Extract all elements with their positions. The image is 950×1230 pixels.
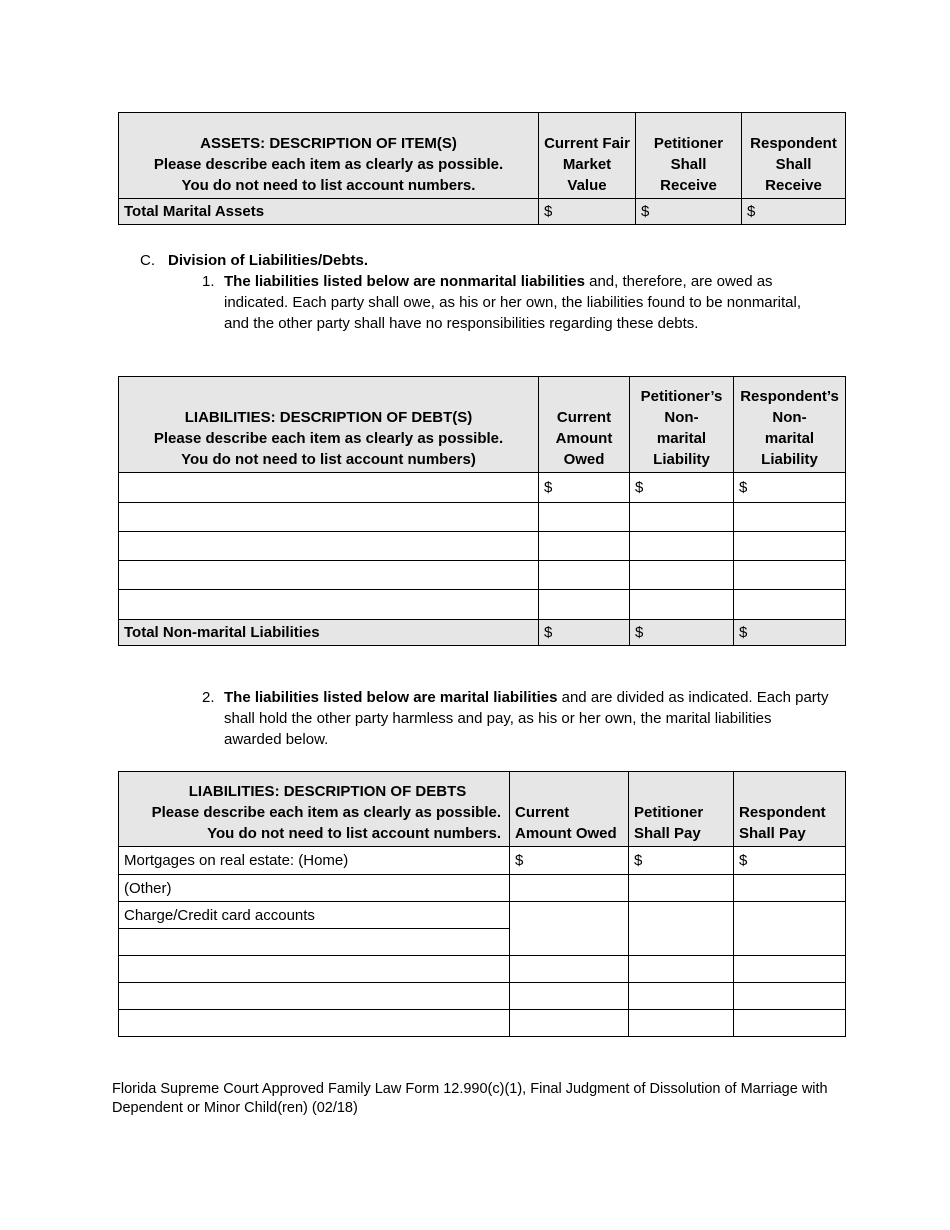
assets-description-header — [119, 113, 539, 199]
header-line: LIABILITIES: DESCRIPTION OF DEBT(S) — [184, 409, 473, 426]
respondent-cell[interactable] — [734, 902, 846, 956]
current-amount-owed-header — [510, 772, 629, 847]
nonmarital-liabilities-table — [118, 376, 846, 646]
table-row — [119, 847, 846, 875]
mortgage-other-label: (Other) — [119, 875, 510, 902]
respondent-shall-receive-header — [742, 113, 846, 199]
nonmarital-description-header — [119, 377, 539, 473]
header-line: Liability — [653, 451, 710, 468]
item-1-bold-text: The liabilities listed below are nonmarital liabilities — [224, 273, 585, 290]
debt-description-cell[interactable] — [119, 532, 539, 561]
total-amount-cell[interactable]: $ — [539, 620, 630, 646]
debt-description-cell[interactable] — [119, 1010, 510, 1037]
header-line: ASSETS: DESCRIPTION OF ITEM(S) — [200, 135, 457, 152]
header-line: Non- — [664, 409, 699, 426]
amount-cell[interactable]: $ — [539, 473, 630, 503]
item-2-text: and are divided as indicated. Each party — [557, 689, 829, 706]
table-row — [119, 1010, 846, 1037]
petitioner-cell[interactable] — [629, 902, 734, 956]
total-respondent-cell[interactable]: $ — [734, 620, 846, 646]
header-line: You do not need to list account numbers. — [181, 177, 476, 194]
debt-description-cell[interactable] — [119, 473, 539, 503]
form-footer — [112, 1080, 842, 1118]
marital-liabilities-table — [118, 771, 846, 1037]
header-line: You do not need to list account numbers. — [207, 825, 501, 842]
item-2-paragraph — [202, 687, 852, 750]
amount-cell[interactable] — [539, 590, 630, 620]
petitioner-cell[interactable] — [629, 875, 734, 902]
respondent-cell[interactable] — [734, 532, 846, 561]
respondent-cell[interactable] — [734, 875, 846, 902]
header-line: Market — [562, 156, 612, 173]
respondent-cell[interactable] — [734, 1010, 846, 1037]
total-assets-respondent-cell[interactable]: $ — [742, 199, 846, 225]
amount-cell[interactable] — [539, 561, 630, 590]
table-row — [119, 503, 846, 532]
table-row — [119, 473, 846, 503]
current-fair-market-value-header — [539, 113, 636, 199]
paragraph-line: indicated. Each party shall owe, as his or her own, the liabilities found to be nonmarital, — [224, 294, 801, 311]
respondent-cell[interactable] — [734, 590, 846, 620]
petitioner-cell[interactable] — [629, 1010, 734, 1037]
amount-cell[interactable] — [539, 503, 630, 532]
header-line: marital — [764, 430, 815, 447]
table-row — [119, 875, 846, 902]
header-line: Please describe each item as clearly as possible. — [151, 804, 501, 821]
petitioner-cell[interactable]: $ — [630, 473, 734, 503]
petitioner-cell[interactable] — [630, 532, 734, 561]
total-assets-value-cell[interactable]: $ — [539, 199, 636, 225]
amount-cell[interactable] — [510, 875, 629, 902]
amount-cell[interactable] — [510, 1010, 629, 1037]
footer-line: Florida Supreme Court Approved Family Law Form 12.990(c)(1), Final Judgment of Dissolution of Marriage with — [112, 1081, 828, 1097]
item-2-bold-text: The liabilities listed below are marital liabilities — [224, 689, 558, 706]
total-petitioner-cell[interactable]: $ — [630, 620, 734, 646]
table-row — [119, 902, 846, 929]
section-c-heading — [140, 250, 369, 271]
credit-card-accounts-label: Charge/Credit card accounts — [119, 902, 510, 929]
petitioner-cell[interactable] — [630, 590, 734, 620]
respondent-cell[interactable] — [734, 956, 846, 983]
header-line: Non- — [772, 409, 807, 426]
header-line: Please describe each item as clearly as possible. — [153, 430, 504, 447]
amount-cell[interactable]: $ — [510, 847, 629, 875]
header-line: Petitioner — [634, 804, 704, 821]
header-line: You do not need to list account numbers) — [181, 451, 476, 468]
table-row — [119, 983, 846, 1010]
mortgage-home-label: Mortgages on real estate: (Home) — [119, 847, 510, 875]
header-line: Shall Receive — [765, 156, 822, 194]
paragraph-line: awarded below. — [224, 731, 329, 748]
respondent-shall-pay-header — [734, 772, 846, 847]
assets-table — [118, 112, 846, 225]
respondent-nonmarital-liability-header — [734, 377, 846, 473]
header-line: Current — [556, 409, 612, 426]
header-line: Current Fair — [544, 135, 630, 152]
petitioner-cell[interactable] — [629, 956, 734, 983]
header-line: Amount Owed — [515, 825, 617, 842]
paragraph-line: shall hold the other party harmless and pay, as his or her own, the marital liabilities — [224, 710, 772, 727]
debt-description-cell[interactable] — [119, 983, 510, 1010]
footer-line: Dependent or Minor Child(ren) (02/18) — [112, 1100, 358, 1116]
header-line: Shall Pay — [739, 825, 806, 842]
header-line: Value — [567, 177, 607, 194]
header-line: Current — [515, 804, 570, 821]
respondent-cell[interactable] — [734, 503, 846, 532]
amount-cell[interactable] — [510, 983, 629, 1010]
petitioner-cell[interactable] — [629, 983, 734, 1010]
table-row — [119, 561, 846, 590]
respondent-cell[interactable]: $ — [734, 473, 846, 503]
header-line: Amount — [555, 430, 613, 447]
item-number: 2. — [202, 689, 215, 706]
petitioner-cell[interactable]: $ — [629, 847, 734, 875]
total-nonmarital-liabilities-label: Total Non-marital Liabilities — [119, 620, 539, 646]
header-line: Respondent — [750, 135, 837, 152]
debt-description-cell[interactable] — [119, 929, 510, 956]
header-line: marital — [656, 430, 707, 447]
petitioner-shall-pay-header — [629, 772, 734, 847]
respondent-cell[interactable] — [734, 561, 846, 590]
header-line: Shall Pay — [634, 825, 701, 842]
item-number: 1. — [202, 273, 215, 290]
amount-cell[interactable] — [510, 956, 629, 983]
total-assets-petitioner-cell[interactable]: $ — [636, 199, 742, 225]
header-line: Liability — [761, 451, 818, 468]
item-1-text: and, therefore, are owed as — [584, 273, 773, 290]
debt-description-cell[interactable] — [119, 590, 539, 620]
header-line: LIABILITIES: DESCRIPTION OF DEBTS — [188, 783, 467, 800]
table-row — [119, 956, 846, 983]
debt-description-cell[interactable] — [119, 561, 539, 590]
petitioner-cell[interactable] — [630, 503, 734, 532]
respondent-cell[interactable]: $ — [734, 847, 846, 875]
section-letter: C. — [140, 252, 155, 269]
paragraph-line — [224, 271, 852, 292]
debt-description-cell[interactable] — [119, 503, 539, 532]
marital-description-header — [119, 772, 510, 847]
petitioner-cell[interactable] — [630, 561, 734, 590]
amount-cell[interactable] — [510, 902, 629, 956]
header-line: Petitioner — [653, 135, 724, 152]
section-title: Division of Liabilities/Debts. — [168, 252, 369, 269]
header-line: Respondent’s — [740, 388, 839, 405]
paragraph-line — [224, 687, 852, 708]
header-line: Shall Receive — [660, 156, 717, 194]
header-line: Respondent — [739, 804, 826, 821]
table-row — [119, 590, 846, 620]
debt-description-cell[interactable] — [119, 956, 510, 983]
petitioner-nonmarital-liability-header — [630, 377, 734, 473]
paragraph-line: and the other party shall have no responsibilities regarding these debts. — [224, 315, 699, 332]
item-1-paragraph — [202, 271, 852, 334]
total-marital-assets-label: Total Marital Assets — [119, 199, 539, 225]
current-amount-owed-header — [539, 377, 630, 473]
header-line: Please describe each item as clearly as possible. — [153, 156, 504, 173]
amount-cell[interactable] — [539, 532, 630, 561]
header-line: Owed — [563, 451, 605, 468]
header-line: Petitioner’s — [640, 388, 723, 405]
table-row — [119, 532, 846, 561]
respondent-cell[interactable] — [734, 983, 846, 1010]
petitioner-shall-receive-header — [636, 113, 742, 199]
